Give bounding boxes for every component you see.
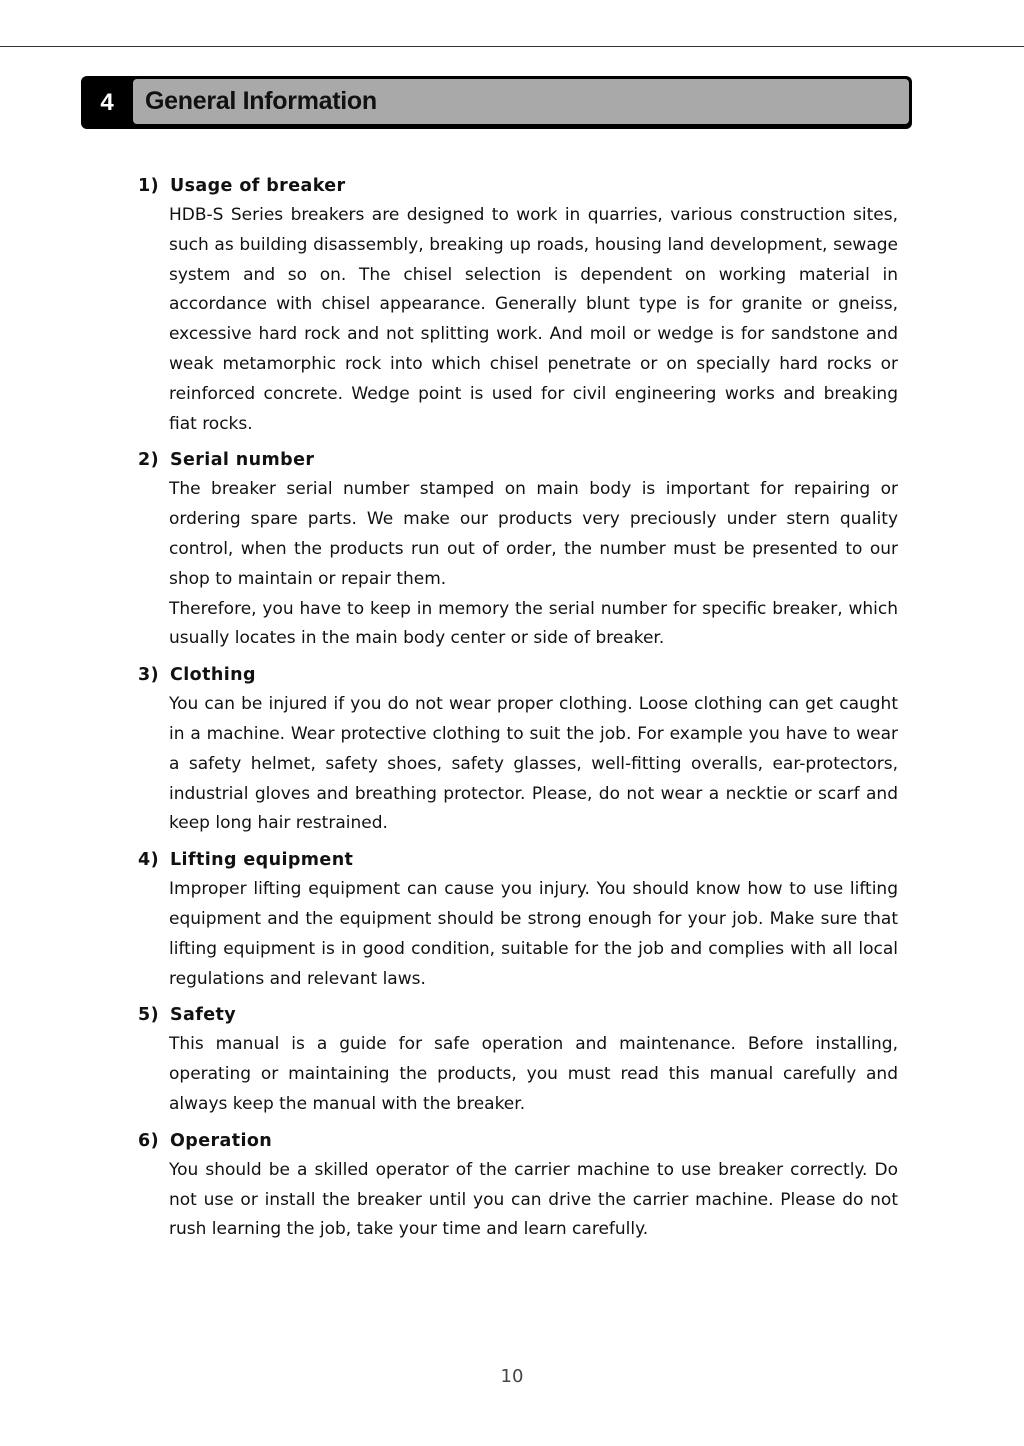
list-item — [138, 845, 898, 994]
list-item — [138, 660, 898, 839]
paragraph: This manual is a guide for safe operation and maintenance. Before installing, operating or maintaining the products, you must read this manual carefully and always keep the manual with the breaker. — [169, 1034, 898, 1114]
list-item — [138, 1000, 898, 1119]
paragraph: The breaker serial number stamped on main body is important for repairing or ordering spare parts. We make our products very preciously under stern quality control, when the products run out of order, the number must be presented to our shop to maintain or repair them. — [169, 479, 898, 589]
paragraph: Therefore, you have to keep in memory the serial number for specific breaker, which usually locates in the main body center or side of breaker. — [169, 598, 898, 649]
item-body — [169, 875, 898, 994]
item-body — [169, 201, 898, 439]
item-body — [169, 690, 898, 839]
item-heading — [138, 1126, 898, 1156]
list-item — [138, 1126, 898, 1245]
item-heading — [138, 171, 898, 201]
section-number: 4 — [100, 89, 114, 116]
item-heading — [138, 660, 898, 690]
page-number: 10 — [500, 1366, 524, 1387]
section-header — [81, 76, 912, 129]
item-heading — [138, 445, 898, 475]
item-title: Clothing — [170, 665, 256, 686]
item-number: 2) — [138, 450, 159, 471]
paragraph: You should be a skilled operator of the carrier machine to use breaker correctly. Do not use or install the breaker until you can drive the carrier machine. Please do not rush learning the job, take your time and learn carefully. — [169, 1159, 898, 1240]
document-body — [138, 171, 898, 1251]
paragraph: Improper lifting equipment can cause you injury. You should know how to use lifting equipment and the equipment should be strong enough for your job. Make sure that lifting equipment is in good condition, suitable for the job and complies with all local regulations and relevant laws. — [169, 879, 898, 989]
item-title: Operation — [170, 1130, 273, 1151]
paragraph: You can be injured if you do not wear proper clothing. Loose clothing can get caught in a machine. Wear protective clothing to suit the job. For example you have to wear a safety helmet, safety shoes, safety glasses, well-fitting overalls, ear-protectors, industrial gloves and breathing protector. Please, do not wear a necktie or scarf and keep long hair restrained. — [169, 694, 898, 834]
item-title: Lifting equipment — [170, 850, 354, 871]
item-body — [169, 475, 898, 654]
item-number: 6) — [138, 1130, 159, 1151]
list-item — [138, 445, 898, 654]
item-title: Safety — [170, 1005, 237, 1026]
item-number: 1) — [138, 176, 159, 196]
item-body — [169, 1030, 898, 1119]
top-rule — [0, 46, 1024, 47]
item-body — [169, 1156, 898, 1245]
item-heading — [138, 1000, 898, 1030]
item-heading — [138, 845, 898, 875]
item-number: 4) — [138, 850, 159, 871]
list-item — [138, 171, 898, 439]
section-title: General Information — [133, 79, 909, 124]
item-number: 5) — [138, 1005, 159, 1026]
paragraph: HDB-S Series breakers are designed to work in quarries, various construction sites, such as building disassembly, breaking up roads, housing land development, sewage system and so on. The chisel selection is dependent on working material in accordance with chisel appearance. Generally blunt type is for granite or gneiss, excessive hard rock and not splitting work. And moil or wedge is for sandstone and weak metamorphic rock into which chisel penetrate or on specially hard rocks or reinforced concrete. Wedge point is used for civil engineering works and breaking fiat rocks. — [169, 205, 898, 434]
item-title: Usage of breaker — [170, 176, 346, 196]
item-number: 3) — [138, 665, 159, 686]
item-title: Serial number — [170, 450, 315, 471]
